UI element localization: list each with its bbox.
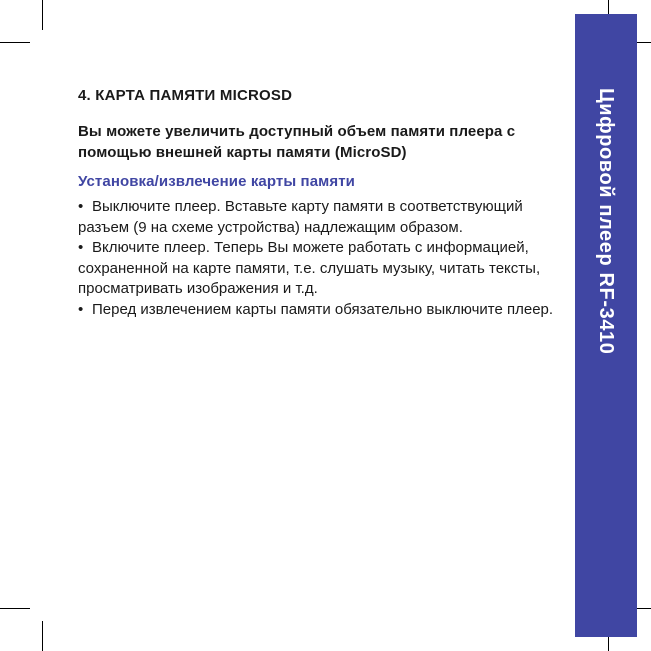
subheading: Установка/извлечение карты памяти <box>78 173 355 190</box>
instruction-list <box>78 197 558 320</box>
bullet-mark: • <box>78 300 84 318</box>
list-item-text: Перед извлечением карты памяти обязательно выключите плеер. <box>92 300 554 318</box>
intro-paragraph: Вы можете увеличить доступный объем памяти плеера с помощью внешней карты памяти (MicroSD) <box>78 123 516 161</box>
crop-mark-bottom-left-horizontal <box>0 608 30 609</box>
list-item <box>78 197 558 238</box>
bullet-mark: • <box>78 198 84 215</box>
list-item <box>78 238 558 300</box>
crop-mark-top-left-vertical <box>42 0 43 30</box>
list-item-text: Выключите плеер. Вставьте карту памяти в соответствующий разъем (9 на схеме устройства) надлежащим образом. <box>78 198 523 236</box>
list-item <box>78 300 558 321</box>
sidebar-title: Цифровой плеер RF-3410 <box>595 88 617 355</box>
crop-mark-top-left-horizontal <box>0 42 30 43</box>
section-title: 4. КАРТА ПАМЯТИ MICROSD <box>78 87 293 104</box>
page-content <box>78 86 558 320</box>
list-item-text: Включите плеер. Теперь Вы можете работать с информацией, сохраненной на карте памяти, т.е. слушать музыку, читать тексты, просматривать изображения и т.д. <box>78 239 541 297</box>
crop-mark-bottom-left-vertical <box>42 621 43 651</box>
bullet-mark: • <box>78 239 84 256</box>
